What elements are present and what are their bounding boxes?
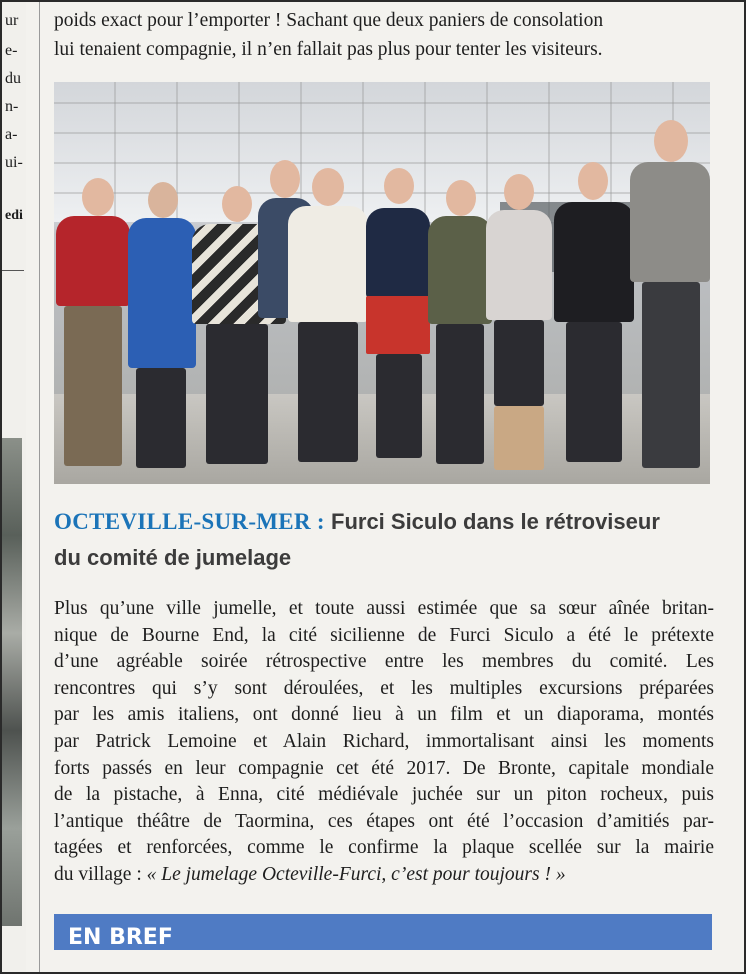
headline-title-part2: du comité de jumelage bbox=[54, 545, 292, 570]
person-figure bbox=[486, 174, 552, 474]
left-fragment-text: e- bbox=[5, 42, 18, 59]
body-line: par Patrick Lemoine et Alain Richard, immortalisant ainsi les moments bbox=[54, 730, 714, 752]
body-line: l’antique théâtre de Taormina, ces étapes ont été l’occasion d’amitiés par- bbox=[54, 810, 714, 832]
body-line: forts passés en leur compagnie cet été 2017. De Bronte, capitale mondiale bbox=[54, 757, 714, 779]
body-line: nique de Bourne End, la cité sicilienne de Furci Siculo a été le prétexte bbox=[54, 624, 714, 646]
closing-quote: « Le jumelage Octeville-Furci, c’est pour toujours ! » bbox=[146, 863, 566, 885]
article-headline bbox=[54, 504, 714, 576]
body-line: de la pistache, à Enna, cité médiévale juchée sur un piton rocheux, puis bbox=[54, 784, 714, 806]
left-fragment-text: ui- bbox=[5, 154, 23, 171]
body-last-start: du village : bbox=[54, 863, 147, 885]
en-bref-banner bbox=[54, 914, 712, 950]
left-fragment-text: n- bbox=[5, 98, 19, 115]
intro-line: poids exact pour l’emporter ! Sachant que deux paniers de consolation bbox=[54, 10, 604, 31]
left-fragment-text: ur bbox=[5, 12, 19, 29]
column-divider bbox=[39, 2, 40, 974]
body-line: Plus qu’une ville jumelle, et toute aussi estimée que sa sœur aînée britan- bbox=[54, 598, 714, 619]
left-column-fragment bbox=[2, 2, 26, 974]
left-fragment-text: a- bbox=[5, 126, 18, 143]
person-figure bbox=[366, 168, 430, 468]
person-figure bbox=[630, 120, 710, 476]
left-fragment-text: du bbox=[5, 70, 21, 87]
left-column-rule bbox=[2, 270, 24, 271]
headline-title-part1: Furci Siculo dans le rétroviseur bbox=[331, 509, 660, 534]
intro-paragraph bbox=[54, 6, 714, 64]
person-figure bbox=[554, 162, 634, 472]
headline-place: OCTEVILLE-SUR-MER : bbox=[54, 509, 325, 534]
person-figure bbox=[288, 168, 368, 468]
en-bref-label: EN BREF bbox=[68, 925, 173, 950]
person-figure bbox=[54, 178, 134, 474]
group-photo bbox=[54, 82, 710, 484]
body-line: tagées et renforcées, comme le confirme la plaque scellée sur la mairie bbox=[54, 837, 714, 859]
left-fragment-text: edi bbox=[5, 208, 23, 223]
body-line: par les amis italiens, ont donné lieu à un film et un diaporama, montés bbox=[54, 704, 714, 726]
intro-line: lui tenaient compagnie, il n’en fallait pas plus pour tenter les visiteurs. bbox=[54, 39, 603, 60]
body-line-last bbox=[54, 862, 714, 889]
person-figure bbox=[428, 180, 492, 470]
left-column-photo bbox=[2, 438, 22, 926]
body-line: rencontres qui s’y sont déroulées, et les multiples excursions préparées bbox=[54, 677, 714, 699]
person-figure bbox=[126, 182, 198, 472]
body-line: d’une agréable soirée rétrospective entre les membres du comité. Les bbox=[54, 651, 714, 673]
article-body bbox=[54, 596, 714, 889]
